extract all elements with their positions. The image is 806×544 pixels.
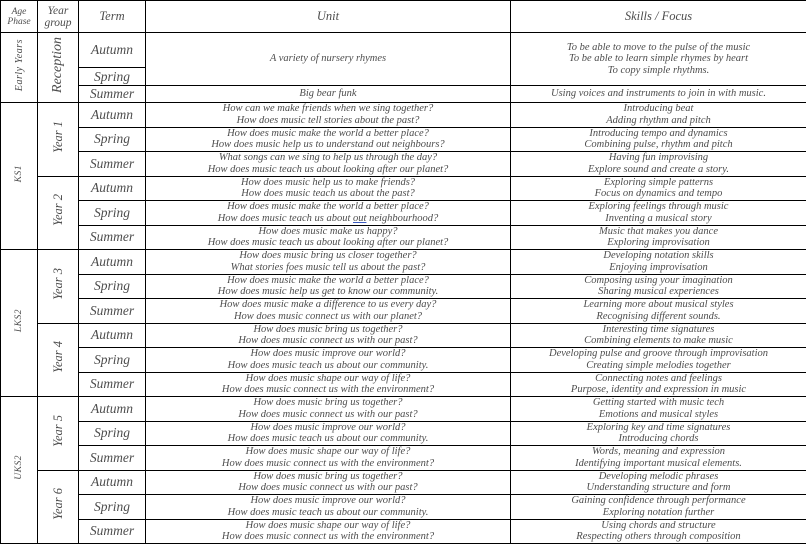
table-row bbox=[1, 519, 806, 544]
unit-cell bbox=[146, 127, 511, 152]
age-phase-cell bbox=[1, 250, 38, 397]
text-line: To be able to learn simple rhymes by heart bbox=[568, 53, 749, 65]
header-age-phase bbox=[1, 1, 38, 33]
text-line: Exploring notation further bbox=[602, 506, 715, 518]
skills-cell bbox=[511, 86, 806, 103]
text-line: How does music teach us about looking after our planet? bbox=[207, 237, 449, 249]
table-row bbox=[1, 397, 806, 422]
text-line: Learning more about musical styles bbox=[583, 299, 734, 311]
term-cell: Spring bbox=[79, 495, 146, 520]
text-line: Gaining confidence through performance bbox=[571, 495, 746, 507]
text-line: Developing pulse and groove through improvisation bbox=[548, 348, 768, 360]
text-line: Creating simple melodies together bbox=[586, 359, 731, 371]
year-group-label: Year 4 bbox=[50, 341, 65, 374]
header-age-phase-line2: Phase bbox=[7, 16, 31, 27]
unit-cell bbox=[146, 348, 511, 373]
text-line: How does music make a difference to us every day? bbox=[219, 299, 437, 311]
table-row bbox=[1, 348, 806, 373]
term-cell: Autumn bbox=[79, 33, 146, 68]
term-cell: Autumn bbox=[79, 250, 146, 275]
text-line: How does music bring us together? bbox=[253, 470, 403, 482]
unit-cell bbox=[146, 201, 511, 226]
table-row bbox=[1, 372, 806, 397]
text-line: How does music improve our world? bbox=[250, 495, 406, 507]
text-line: How does music bring us together? bbox=[253, 323, 403, 335]
skills-cell bbox=[511, 176, 806, 201]
underlined-word: out bbox=[353, 212, 367, 224]
unit-cell bbox=[146, 299, 511, 324]
text-line: Combining elements to make music bbox=[584, 335, 733, 347]
skills-cell bbox=[511, 348, 806, 373]
text-line: How does music help us to understand out neighbours? bbox=[211, 139, 445, 151]
year-group-cell bbox=[38, 323, 79, 397]
text-line: How does music make us happy? bbox=[258, 225, 398, 237]
text-line: How does music teach us about out neighbourhood? bbox=[217, 212, 439, 224]
year-group-label: Year 3 bbox=[50, 267, 65, 300]
text-line: How does music make the world a better place? bbox=[227, 127, 429, 139]
year-group-cell bbox=[38, 470, 79, 544]
text-line: Having fun improvising bbox=[608, 152, 709, 164]
age-phase-label: KS1 bbox=[14, 164, 24, 183]
year-group-cell bbox=[38, 397, 79, 471]
text-line: How does music make the world a better place? bbox=[227, 274, 429, 286]
text-line: Focus on dynamics and tempo bbox=[594, 188, 723, 200]
header-year-group-line2: group bbox=[44, 16, 72, 29]
text-line: How does music bring us closer together? bbox=[239, 250, 417, 262]
term-cell: Autumn bbox=[79, 323, 146, 348]
unit-cell bbox=[146, 86, 511, 103]
text-line: How does music connect us with our past? bbox=[238, 482, 418, 494]
year-group-cell bbox=[38, 176, 79, 250]
table-row bbox=[1, 446, 806, 471]
table-row bbox=[1, 201, 806, 226]
unit-cell bbox=[146, 152, 511, 177]
year-group-cell bbox=[38, 33, 79, 103]
term-cell: Spring bbox=[79, 348, 146, 373]
skills-cell bbox=[511, 127, 806, 152]
text-line: How does music teach us about our community. bbox=[227, 506, 429, 518]
term-cell: Summer bbox=[79, 446, 146, 471]
table-row bbox=[1, 299, 806, 324]
unit-cell bbox=[146, 176, 511, 201]
text-line: How does music shape our way of life? bbox=[245, 446, 411, 458]
skills-cell bbox=[511, 152, 806, 177]
text-line: Exploring feelings through music bbox=[588, 201, 729, 213]
term-cell: Summer bbox=[79, 152, 146, 177]
table-row bbox=[1, 86, 806, 103]
skills-cell bbox=[511, 274, 806, 299]
skills-cell bbox=[511, 519, 806, 544]
text-line: How does music teach us about looking after our planet? bbox=[207, 163, 449, 175]
text-line: How does music tell stories about the past? bbox=[236, 114, 420, 126]
text-line: How does music shape our way of life? bbox=[245, 372, 411, 384]
text-line: How does music connect us with our past? bbox=[238, 408, 418, 420]
text-line: How does music teach us about our community. bbox=[227, 433, 429, 445]
text-line: To copy simple rhythms. bbox=[607, 64, 710, 76]
term-cell: Spring bbox=[79, 421, 146, 446]
text-line: How does music shape our way of life? bbox=[245, 519, 411, 531]
text-line: Purpose, identity and expression in music bbox=[570, 384, 747, 396]
text-line: Words, meaning and expression bbox=[592, 446, 725, 458]
text-line: Inventing a musical story bbox=[605, 212, 712, 224]
text-line: Exploring simple patterns bbox=[603, 176, 714, 188]
unit-cell bbox=[146, 323, 511, 348]
text-line: Explore sound and create a story. bbox=[588, 163, 729, 175]
skills-cell bbox=[511, 421, 806, 446]
curriculum-table-body bbox=[1, 33, 806, 544]
text-line: Composing using your imagination bbox=[584, 274, 733, 286]
text-line: How does music connect us with our past? bbox=[238, 335, 418, 347]
table-row bbox=[1, 152, 806, 177]
term-cell: Summer bbox=[79, 519, 146, 544]
term-cell: Summer bbox=[79, 86, 146, 103]
age-phase-cell bbox=[1, 103, 38, 250]
text-line: How does music connect us with the environment? bbox=[221, 531, 435, 543]
text-line: Music that makes you dance bbox=[599, 225, 718, 237]
text-line: Understanding structure and form bbox=[586, 482, 731, 494]
unit-cell bbox=[146, 372, 511, 397]
text-line: A variety of nursery rhymes bbox=[269, 53, 387, 65]
text-line: Identifying important musical elements. bbox=[575, 457, 742, 469]
age-phase-label: LKS2 bbox=[14, 308, 24, 333]
text-line: Introducing chords bbox=[618, 433, 699, 445]
text-line: Sharing musical experiences bbox=[598, 286, 719, 298]
table-row bbox=[1, 323, 806, 348]
table-row bbox=[1, 421, 806, 446]
text-line: Recognising different sounds. bbox=[596, 310, 721, 322]
text-line: Respecting others through composition bbox=[576, 531, 741, 543]
text-line: To be able to move to the pulse of the music bbox=[566, 41, 751, 53]
skills-cell bbox=[511, 225, 806, 250]
header-row bbox=[1, 1, 806, 33]
text-line: How does music bring us together? bbox=[253, 397, 403, 409]
year-group-label: Year 2 bbox=[50, 194, 65, 227]
unit-cell bbox=[146, 495, 511, 520]
unit-cell bbox=[146, 519, 511, 544]
term-cell: Autumn bbox=[79, 103, 146, 128]
term-cell: Summer bbox=[79, 299, 146, 324]
text-line: How does music teach us about the past? bbox=[241, 188, 415, 200]
table-row bbox=[1, 495, 806, 520]
term-cell: Summer bbox=[79, 225, 146, 250]
unit-cell bbox=[146, 274, 511, 299]
unit-cell bbox=[146, 470, 511, 495]
unit-cell bbox=[146, 103, 511, 128]
year-group-cell bbox=[38, 250, 79, 324]
text-line: Introducing beat bbox=[623, 103, 694, 115]
age-phase-cell bbox=[1, 33, 38, 103]
term-cell: Spring bbox=[79, 274, 146, 299]
header-year-group bbox=[38, 1, 79, 33]
header-year-group-line1: Year bbox=[47, 4, 69, 17]
skills-cell bbox=[511, 446, 806, 471]
text-line: Big bear funk bbox=[299, 88, 357, 100]
text-line: Enjoying improvisation bbox=[609, 261, 708, 273]
text-line: Using chords and structure bbox=[601, 519, 716, 531]
text-line: Combining pulse, rhythm and pitch bbox=[584, 139, 733, 151]
unit-cell bbox=[146, 421, 511, 446]
age-phase-cell bbox=[1, 397, 38, 544]
text-line: Exploring improvisation bbox=[607, 237, 710, 249]
table-row bbox=[1, 250, 806, 275]
text-line: How does music connect us with our planet? bbox=[233, 310, 423, 322]
unit-cell bbox=[146, 225, 511, 250]
table-row bbox=[1, 470, 806, 495]
header-term: Term bbox=[79, 1, 146, 33]
table-row bbox=[1, 33, 806, 68]
text-line: How does music help us get to know our community. bbox=[217, 286, 439, 298]
text-line: Using voices and instruments to join in with music. bbox=[551, 88, 766, 100]
table-row bbox=[1, 225, 806, 250]
skills-cell bbox=[511, 372, 806, 397]
skills-cell bbox=[511, 470, 806, 495]
unit-cell bbox=[146, 33, 511, 86]
term-cell: Autumn bbox=[79, 397, 146, 422]
text-line: Getting started with music tech bbox=[592, 397, 725, 409]
text-line: How does music make the world a better place? bbox=[227, 201, 429, 213]
age-phase-label: UKS2 bbox=[14, 455, 24, 480]
skills-cell bbox=[511, 299, 806, 324]
term-cell: Spring bbox=[79, 201, 146, 226]
text-line: Adding rhythm and pitch bbox=[606, 114, 711, 126]
text-line: How does music teach us about our community. bbox=[227, 359, 429, 371]
term-cell: Spring bbox=[79, 68, 146, 86]
header-unit: Unit bbox=[146, 1, 511, 33]
skills-cell bbox=[511, 323, 806, 348]
skills-cell bbox=[511, 33, 806, 86]
text-line: Emotions and musical styles bbox=[598, 408, 719, 420]
table-row bbox=[1, 127, 806, 152]
year-group-label: Year 5 bbox=[50, 414, 65, 447]
table-row bbox=[1, 176, 806, 201]
skills-cell bbox=[511, 397, 806, 422]
text-line: Connecting notes and feelings bbox=[595, 372, 722, 384]
text-line: What stories foes music tell us about the past? bbox=[230, 261, 426, 273]
unit-cell bbox=[146, 250, 511, 275]
unit-cell bbox=[146, 446, 511, 471]
table-row bbox=[1, 103, 806, 128]
text-line: How does music help us to make friends? bbox=[240, 176, 416, 188]
year-group-label: Reception bbox=[50, 37, 65, 93]
term-cell: Autumn bbox=[79, 176, 146, 201]
term-cell: Spring bbox=[79, 127, 146, 152]
header-age-phase-line1: Age bbox=[11, 6, 27, 17]
text-line: Developing melodic phrases bbox=[598, 470, 719, 482]
unit-cell bbox=[146, 397, 511, 422]
age-phase-label: Early Years bbox=[13, 38, 25, 92]
text-line: What songs can we sing to help us through the day? bbox=[218, 152, 438, 164]
text-line: Introducing tempo and dynamics bbox=[589, 127, 728, 139]
year-group-cell bbox=[38, 103, 79, 177]
header-skills: Skills / Focus bbox=[511, 1, 806, 33]
text-line: How can we make friends when we sing together? bbox=[222, 103, 434, 115]
skills-cell bbox=[511, 495, 806, 520]
text-line: How does music improve our world? bbox=[250, 348, 406, 360]
text-line: How does music connect us with the environment? bbox=[221, 384, 435, 396]
skills-cell bbox=[511, 250, 806, 275]
term-cell: Summer bbox=[79, 372, 146, 397]
text-line: How does music connect us with the environment? bbox=[221, 457, 435, 469]
text-line: Developing notation skills bbox=[603, 250, 714, 262]
term-cell: Autumn bbox=[79, 470, 146, 495]
text-line: Exploring key and time signatures bbox=[586, 421, 731, 433]
text-line: How does music improve our world? bbox=[250, 421, 406, 433]
text-line: Interesting time signatures bbox=[602, 323, 715, 335]
table-row bbox=[1, 274, 806, 299]
year-group-label: Year 6 bbox=[50, 488, 65, 521]
skills-cell bbox=[511, 103, 806, 128]
year-group-label: Year 1 bbox=[50, 120, 65, 153]
skills-cell bbox=[511, 201, 806, 226]
